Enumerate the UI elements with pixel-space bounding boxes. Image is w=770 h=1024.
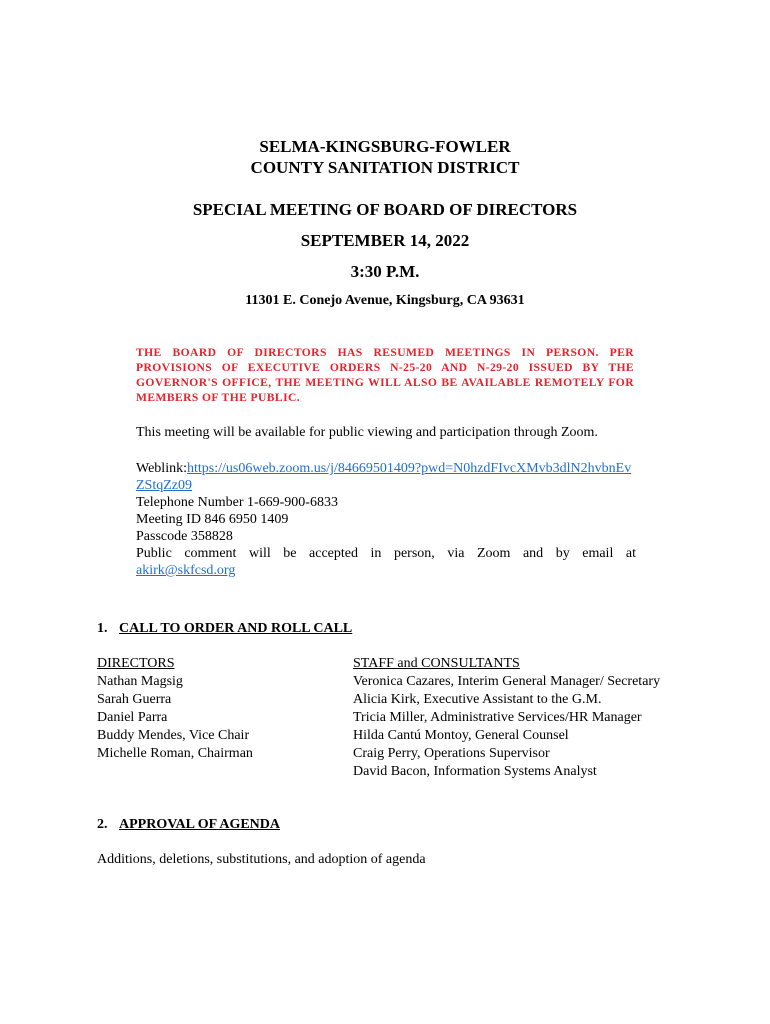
staff-name: David Bacon, Information Systems Analyst xyxy=(353,764,597,779)
meeting-title: SPECIAL MEETING OF BOARD OF DIRECTORS xyxy=(192,200,578,219)
staff-name: Veronica Cazares, Interim General Manager/ Secretary xyxy=(353,674,661,689)
public-comment-text: Public comment will be accepted in person, via Zoom and by email at xyxy=(136,546,636,561)
section-call-to-order xyxy=(97,620,352,638)
section-title: APPROVAL OF AGENDA xyxy=(119,817,281,832)
section-title: CALL TO ORDER AND ROLL CALL xyxy=(119,621,353,636)
staff-name: Tricia Miller, Administrative Services/HR Manager xyxy=(353,710,642,725)
meeting-time: 3:30 P.M. xyxy=(350,262,420,281)
weblink-label: Weblink: xyxy=(136,461,187,476)
org-name-line1: SELMA-KINGSBURG-FOWLER xyxy=(259,137,511,156)
email-link[interactable]: akirk@skfcsd.org xyxy=(136,563,236,578)
staff-name: Hilda Cantú Montoy, General Counsel xyxy=(353,728,569,743)
zoom-weblink[interactable]: https://us06web.zoom.us/j/84669501409?pwd=N0hzdFIvcXMvb3dlN2hvbnEvZStqZz09 xyxy=(136,461,632,493)
zoom-details xyxy=(136,460,636,579)
director-name: Buddy Mendes, Vice Chair xyxy=(97,728,250,743)
staff-list xyxy=(353,655,660,781)
org-name-line2: COUNTY SANITATION DISTRICT xyxy=(250,158,520,177)
staff-name: Alicia Kirk, Executive Assistant to the G.M. xyxy=(353,692,602,707)
section-number: 2. xyxy=(97,817,108,832)
directors-list xyxy=(97,655,253,763)
director-name: Michelle Roman, Chairman xyxy=(97,746,253,761)
telephone-number: Telephone Number 1-669-900-6833 xyxy=(136,495,338,510)
passcode: Passcode 358828 xyxy=(136,529,233,544)
weblink-line xyxy=(136,460,636,494)
section-approval-of-agenda xyxy=(97,816,280,834)
meeting-date: SEPTEMBER 14, 2022 xyxy=(300,231,470,250)
director-name: Daniel Parra xyxy=(97,710,168,725)
director-name: Nathan Magsig xyxy=(97,674,183,689)
zoom-intro-text: This meeting will be available for public viewing and participation through Zoom. xyxy=(136,425,598,440)
director-name: Sarah Guerra xyxy=(97,692,172,707)
staff-header: STAFF and CONSULTANTS xyxy=(353,656,520,671)
staff-name: Craig Perry, Operations Supervisor xyxy=(353,746,550,761)
remote-meeting-notice: THE BOARD OF DIRECTORS HAS RESUMED MEETINGS IN PERSON. PER PROVISIONS OF EXECUTIVE ORDERS N-25-20 AND N-29-20 ISSUED BY THE GOVERNOR'S OFFICE, THE MEETING WILL ALSO BE AVAILABLE REMOTELY FOR MEMBERS OF THE PUBLIC. xyxy=(136,346,634,404)
meeting-address: 11301 E. Conejo Avenue, Kingsburg, CA 93631 xyxy=(245,293,525,308)
agenda-description: Additions, deletions, substitutions, and adoption of agenda xyxy=(97,852,426,867)
directors-header: DIRECTORS xyxy=(97,656,175,671)
section-number: 1. xyxy=(97,621,108,636)
meeting-id: Meeting ID 846 6950 1409 xyxy=(136,512,289,527)
